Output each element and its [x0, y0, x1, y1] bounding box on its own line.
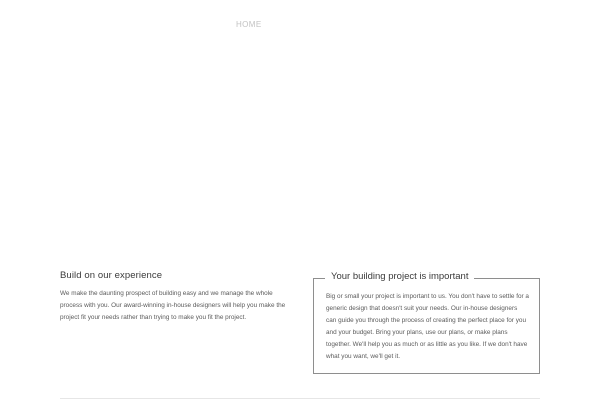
hero-area	[0, 40, 600, 260]
project-body: Big or small your project is important to us. You don't have to settle for a generic design that doesn't suit your needs. Our in-house designers can guide you through the process of creating the perfect place for you and your budget. Bring your plans, use our plans, or make plans together. We'll help you as much or as little as you like. If we don't have what you want, we'll get it.	[326, 293, 529, 361]
project-heading: Your building project is important	[325, 271, 474, 282]
nav-home-link[interactable]: HOME	[236, 20, 262, 29]
experience-section	[60, 270, 296, 325]
main-nav	[236, 20, 262, 29]
experience-heading: Build on our experience	[60, 270, 163, 281]
project-box	[313, 271, 540, 374]
experience-body: We make the daunting prospect of building easy and we manage the whole process with you. Our award-winning in-house designers will help you make the project fit your needs rather than trying to make you fit the project.	[60, 290, 286, 322]
footer-divider	[60, 398, 540, 399]
